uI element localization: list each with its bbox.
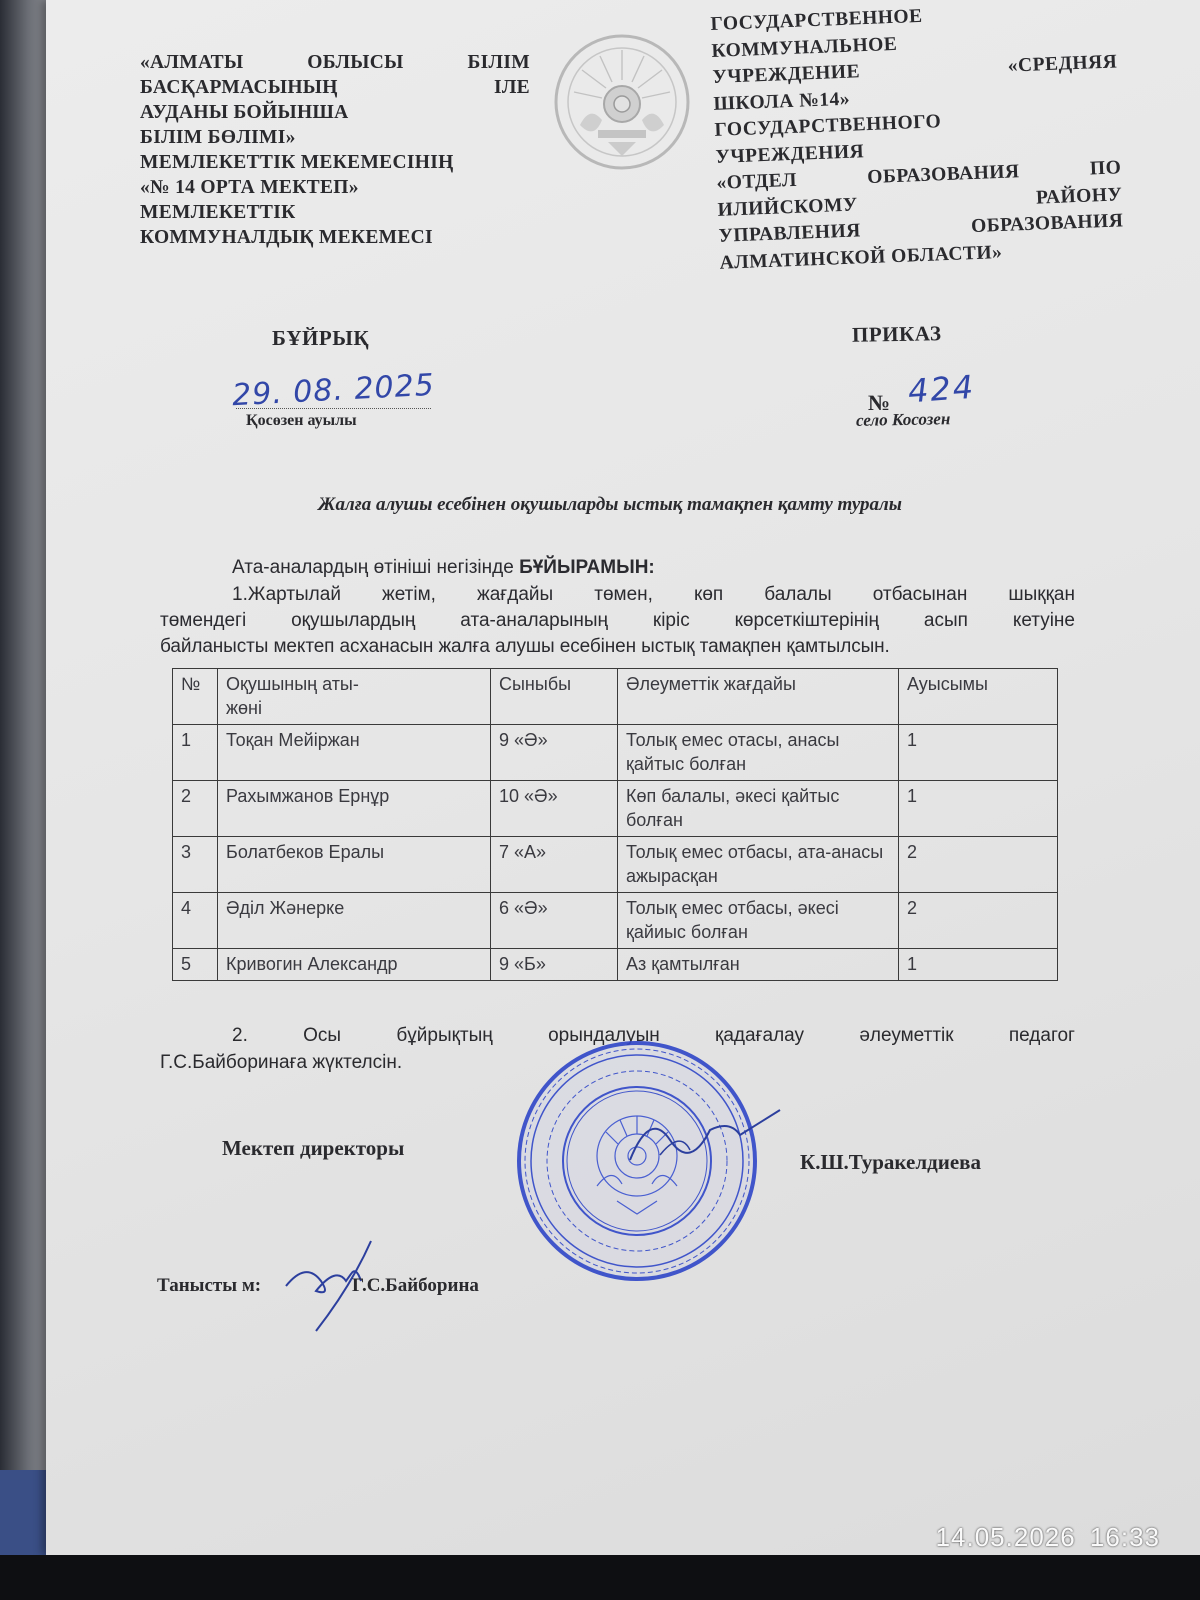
- paragraph-1-line-3: байланысты мектеп асханасын жалға алушы есебінен ыстық тамақпен қамтылсын.: [160, 636, 890, 657]
- date-underline: [236, 408, 431, 409]
- acknowledgement-name: Г.С.Байборина: [352, 1275, 479, 1296]
- header-kz-word: МЕМЛЕКЕТТІК МЕКЕМЕСІНІҢ: [140, 152, 454, 173]
- header-kz-line-7: [140, 200, 530, 225]
- cell-class: 7 «А»: [491, 837, 618, 893]
- header-ru-word: РАЙОНУ: [1035, 183, 1123, 209]
- paragraph-1-line-2: төмендегі оқушылардың ата-аналарының кіріс көрсеткіштерінің асып кетуіне: [160, 610, 1075, 631]
- cell-shift: 1: [899, 781, 1058, 837]
- header-org-ru: [710, 0, 1125, 277]
- header-kz-word: БАСҚАРМАСЫНЫҢ: [140, 77, 338, 98]
- header-kz-line-8: [140, 225, 530, 250]
- header-kz-line-2: [140, 75, 530, 100]
- cell-number: 1: [173, 725, 218, 781]
- paragraph-2-word: қадағалау: [715, 1025, 805, 1046]
- cell-number: 4: [173, 893, 218, 949]
- table-header-row: [173, 669, 1058, 725]
- header-kz-line-3: [140, 100, 530, 125]
- header-ru-word: УПРАВЛЕНИЯ: [718, 220, 862, 247]
- cell-student-name: Тоқан Мейіржан: [218, 725, 491, 781]
- header-ru-word: ИЛИЙСКОМУ: [717, 193, 859, 221]
- paragraph-2-line-2: Г.С.Байборинаға жүктелсін.: [160, 1052, 403, 1073]
- cell-shift: 1: [899, 949, 1058, 981]
- handwritten-date: 29. 08. 2025: [231, 367, 436, 414]
- cell-shift: 2: [899, 837, 1058, 893]
- header-student-name: [218, 669, 491, 725]
- header-org-kz: [140, 50, 530, 250]
- header-ru-word: ШКОЛА №14»: [713, 88, 851, 115]
- paragraph-2-word: бұйрықтың: [396, 1025, 493, 1046]
- intro-bold: БҰЙЫРАМЫН:: [519, 557, 655, 578]
- header-student-name-line-2: жөні: [226, 698, 262, 718]
- director-name: К.Ш.Туракелдиева: [800, 1150, 981, 1174]
- paragraph-2-word: Осы: [303, 1025, 342, 1046]
- header-ru-word: «ОТДЕЛ: [716, 169, 798, 194]
- header-student-name-line-1: Оқушының аты-: [226, 674, 359, 694]
- order-subject: Жалға алушы есебінен оқушыларды ыстық тамақпен қамту туралы: [318, 494, 902, 515]
- folder-cover-corner: [0, 1470, 50, 1560]
- photo-timestamp: 14.05.2026 16:33: [935, 1522, 1160, 1552]
- paragraph-1: [160, 582, 1075, 660]
- paragraph-2-word: орындалуын: [548, 1025, 660, 1046]
- cell-student-name: Рахымжанов Ернұр: [218, 781, 491, 837]
- cell-class: 10 «Ә»: [491, 781, 618, 837]
- cell-student-name: Әділ Жәнерке: [218, 893, 491, 949]
- state-emblem-icon: [550, 30, 695, 175]
- intro-text: Ата-аналардың өтініші негізінде: [232, 557, 520, 578]
- cell-shift: 1: [899, 725, 1058, 781]
- header-ru-word: АЛМАТИНСКОЙ ОБЛАСТИ»: [719, 241, 1003, 274]
- order-title-ru: ПРИКАЗ: [851, 321, 942, 347]
- header-ru-word: КОММУНАЛЬНОЕ: [711, 33, 898, 62]
- header-ru-word: УЧРЕЖДЕНИЯ: [715, 140, 865, 168]
- header-kz-word: ОБЛЫСЫ: [307, 52, 404, 73]
- number-sign: №: [868, 390, 891, 415]
- handwritten-order-number: 424: [906, 367, 977, 411]
- header-kz-line-4: [140, 125, 530, 150]
- header-ru-word: «СРЕДНЯЯ: [1007, 51, 1118, 77]
- acknowledgement-label: Танысты м:: [157, 1275, 262, 1296]
- header-ru-word: ГОСУДАРСТВЕННОГО: [714, 111, 942, 141]
- cell-student-name: Кривогин Александр: [218, 949, 491, 981]
- header-shift: Ауысымы: [899, 669, 1058, 725]
- cell-class: 6 «Ә»: [491, 893, 618, 949]
- table-row: [173, 837, 1058, 893]
- header-ru-word: ОБРАЗОВАНИЯ: [866, 161, 1020, 189]
- header-kz-line-1: [140, 50, 530, 75]
- photo-bottom-edge: [0, 1555, 1200, 1600]
- header-kz-word: БІЛІМ БӨЛІМІ»: [140, 127, 296, 148]
- intro-paragraph: [160, 555, 1075, 581]
- cell-number: 5: [173, 949, 218, 981]
- header-kz-word: МЕМЛЕКЕТТІК: [140, 202, 296, 223]
- table-row: [173, 893, 1058, 949]
- place-ru: село Косозен: [855, 409, 951, 430]
- cell-class: 9 «Ә»: [491, 725, 618, 781]
- header-ru-word: ОБРАЗОВАНИЯ: [970, 210, 1124, 238]
- paragraph-1-line-1: 1.Жартылай жетім, жағдайы төмен, көп балалы отбасынан шыққан: [232, 584, 1075, 605]
- cell-social-status: Толық емес отбасы, әкесі қайиыс болған: [618, 893, 899, 949]
- director-label: Мектеп директоры: [222, 1136, 405, 1160]
- cell-student-name: Болатбеков Ералы: [218, 837, 491, 893]
- header-ru-word: ПО: [1089, 157, 1122, 180]
- header-kz-word: АУДАНЫ БОЙЫНША: [140, 102, 349, 123]
- cell-social-status: Толық емес отбасы, ата-анасы ажырасқан: [618, 837, 899, 893]
- cell-social-status: Толық емес отасы, анасы қайтыс болған: [618, 725, 899, 781]
- header-number: №: [173, 669, 218, 725]
- paragraph-2-word: әлеуметтік: [859, 1025, 954, 1046]
- header-kz-word: «АЛМАТЫ: [140, 52, 244, 73]
- header-kz-word: ІЛЕ: [493, 77, 530, 98]
- cell-number: 2: [173, 781, 218, 837]
- header-ru-word: ГОСУДАРСТВЕННОЕ: [710, 5, 923, 35]
- table-row: [173, 781, 1058, 837]
- cell-shift: 2: [899, 893, 1058, 949]
- header-kz-line-6: [140, 175, 530, 200]
- header-kz-line-5: [140, 150, 530, 175]
- director-signature-icon: [610, 1100, 790, 1170]
- cell-social-status: Көп балалы, әкесі қайтыс болған: [618, 781, 899, 837]
- header-kz-word: КОММУНАЛДЫҚ МЕКЕМЕСІ: [140, 227, 433, 248]
- header-ru-word: УЧРЕЖДЕНИЕ: [712, 61, 861, 88]
- students-table: [172, 668, 1058, 981]
- header-social-status: Әлеуметтік жағдайы: [618, 669, 899, 725]
- cell-class: 9 «Б»: [491, 949, 618, 981]
- table-row: [173, 949, 1058, 981]
- paragraph-2-word: педагог: [1008, 1025, 1075, 1046]
- order-title-kz: БҰЙРЫҚ: [272, 326, 370, 350]
- header-class: Сыныбы: [491, 669, 618, 725]
- paragraph-2-word: 2.: [232, 1025, 248, 1046]
- table-row: [173, 725, 1058, 781]
- cell-social-status: Аз қамтылған: [618, 949, 899, 981]
- place-kz: Қосөзен ауылы: [246, 412, 357, 429]
- cell-number: 3: [173, 837, 218, 893]
- header-kz-word: БІЛІМ: [467, 52, 530, 73]
- header-kz-word: «№ 14 ОРТА МЕКТЕП»: [140, 177, 359, 198]
